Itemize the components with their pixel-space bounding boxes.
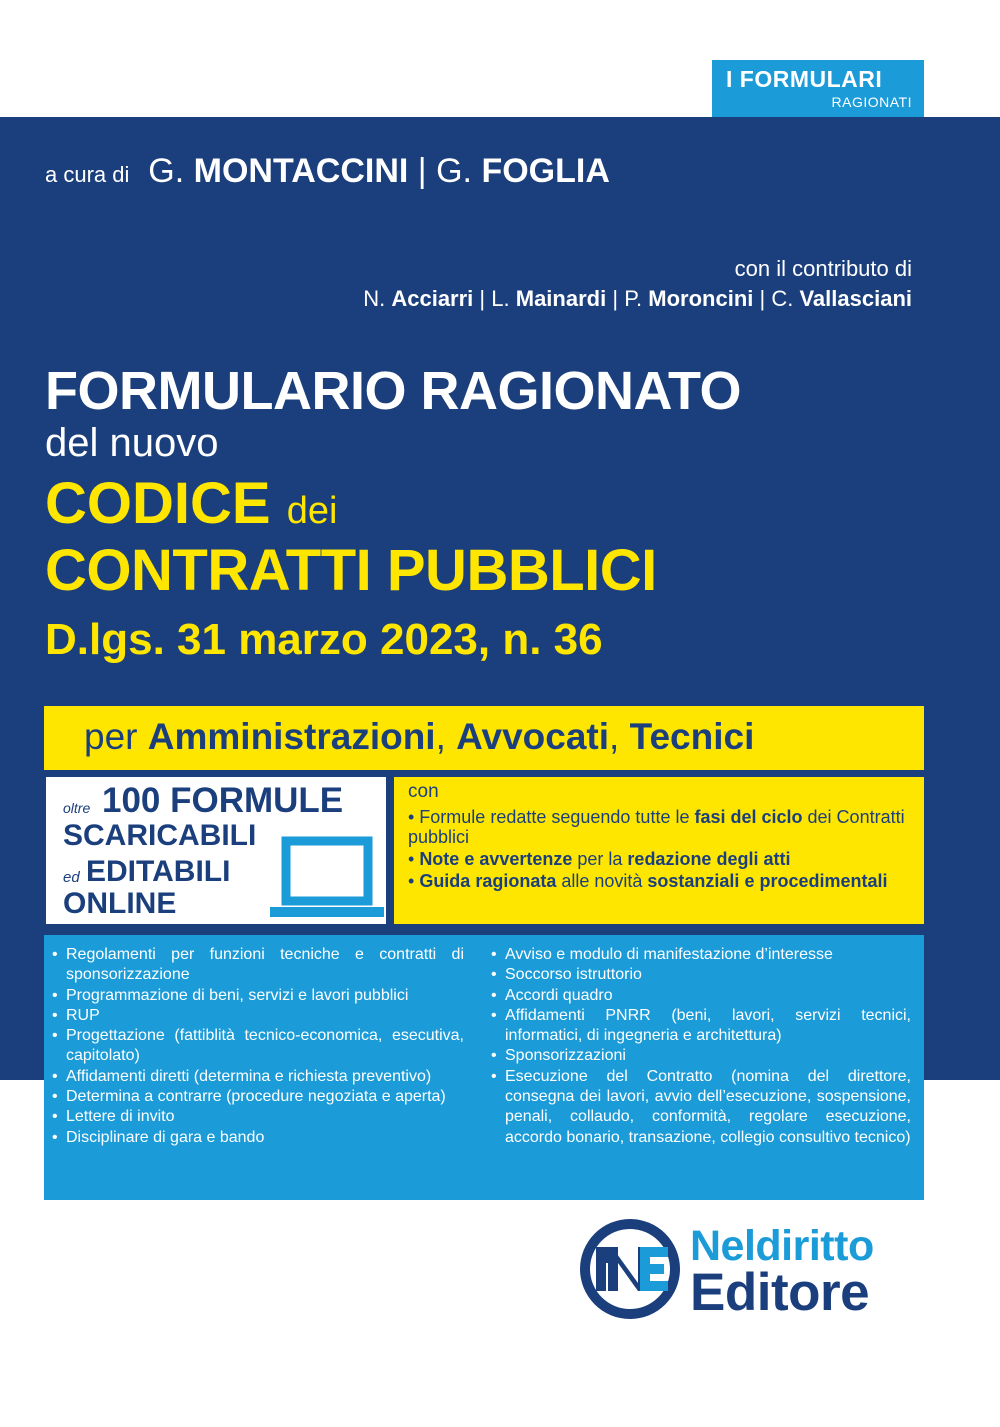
contributor-surname: Moroncini [648,286,754,311]
formule-editabili: EDITABILI [86,855,231,888]
feature-bold: sostanziali e procedimentali [647,871,888,891]
formule-count: 100 FORMULE [102,781,344,820]
laptop-icon [268,835,386,921]
editor2-initial: G. [436,152,472,190]
feature-bold: Guida ragionata [419,871,557,891]
audience-prefix: per [84,716,138,757]
editor1-initial: G. [148,152,185,190]
editors-prefix: a cura di [45,162,130,187]
series-line2: RAGIONATI [831,94,912,110]
audience-c: Tecnici [629,716,755,757]
list-item: • Affidamenti PNRR (beni, lavori, servizi tecnici, informatici, di ingegneria e architettura) [491,1006,911,1047]
contributor-initial: P. [624,286,643,311]
contributors-label: con il contributo di [734,256,912,281]
list-item: • Affidamenti diretti (determina e richiesta preventivo) [52,1067,464,1087]
editors-separator: | [417,152,427,190]
contributor-initial: C. [771,286,794,311]
list-item: • Progettazione (fattiblità tecnico-economica, esecutiva, capitolato) [52,1026,464,1067]
audience-b: Avvocati [456,716,610,757]
feature-text: dei Contratti pubblici [408,807,905,847]
features-list [408,807,908,893]
title-dei: dei [286,490,338,532]
title-line4: CONTRATTI PUBBLICI [45,538,657,603]
audience-comma: , [435,716,446,757]
list-item: • Soccorso istruttorio [491,965,911,985]
list-item: • Avviso e modulo di manifestazione d’interesse [491,945,911,965]
contents-left-column [52,945,464,1148]
list-item: • Sponsorizzazioni [491,1046,911,1066]
contributors-block [363,254,912,314]
title-decree: D.lgs. 31 marzo 2023, n. 36 [45,615,603,664]
contents-box [44,935,924,1200]
formule-oltre: oltre [63,800,91,816]
feature-bold: redazione degli atti [627,849,791,869]
formule-scaricabili: SCARICABILI [63,819,257,852]
feature-item [408,807,908,847]
contributor-separator: | [759,286,766,311]
feature-text: • Formule redatte seguendo tutte le [408,807,695,827]
contributor-initial: N. [363,286,386,311]
contributor-surname: Acciarri [391,286,474,311]
publisher-name-line1: Neldiritto [690,1222,874,1270]
audience-strip [44,706,924,770]
title-codice: CODICE [45,471,271,536]
list-item: • Determina a contrarre (procedure negoziata e aperta) [52,1087,464,1107]
feature-text: per la [572,849,628,869]
features-con: con [408,781,439,802]
feature-text: alle novità [556,871,648,891]
contributor-separator: | [612,286,619,311]
feature-bold: Note e avvertenze [419,849,573,869]
formule-ed: ed [63,869,80,886]
editor1-name: MONTACCINI [193,152,409,190]
series-line1: I FORMULARI [726,66,883,92]
formule-online: ONLINE [63,887,177,920]
feature-item [408,871,908,891]
feature-text: • [408,849,420,869]
audience-comma: , [609,716,620,757]
publisher-logo-icon [578,1217,682,1321]
list-item: • Lettere di invito [52,1107,464,1127]
feature-text: • [408,871,420,891]
list-item: • Esecuzione del Contratto (nomina del direttore, consegna dei lavori, avvio dell’esecuzione, sospensione, penali, collaudo, conformità, regolare esecuzione, accordo bonario, transazione, collegio consultivo tecnico) [491,1067,911,1148]
feature-bold: fasi del ciclo [694,807,803,827]
editors-line [45,152,610,191]
contributor-surname: Vallasciani [799,286,912,311]
list-item: • Accordi quadro [491,986,911,1006]
title-line1: FORMULARIO RAGIONATO [45,361,741,421]
list-item: • RUP [52,1006,464,1026]
list-item: • Programmazione di beni, servizi e lavori pubblici [52,986,464,1006]
contributor-surname: Mainardi [515,286,607,311]
contents-right-column [491,945,911,1148]
series-badge [712,60,924,117]
list-item: • Disciplinare di gara e bando [52,1128,464,1148]
contributor-separator: | [479,286,486,311]
title-line3 [45,470,337,537]
title-line2: del nuovo [45,421,219,465]
contributors-names [363,284,912,314]
publisher-name-line2: Editore [690,1263,870,1322]
formule-box [46,777,386,924]
audience-a: Amministrazioni [147,716,436,757]
feature-item [408,849,908,869]
editor2-name: FOGLIA [481,152,610,190]
features-box [394,777,924,924]
contributor-initial: L. [491,286,510,311]
list-item: • Regolamenti per funzioni tecniche e contratti di sponsorizzazione [52,945,464,986]
